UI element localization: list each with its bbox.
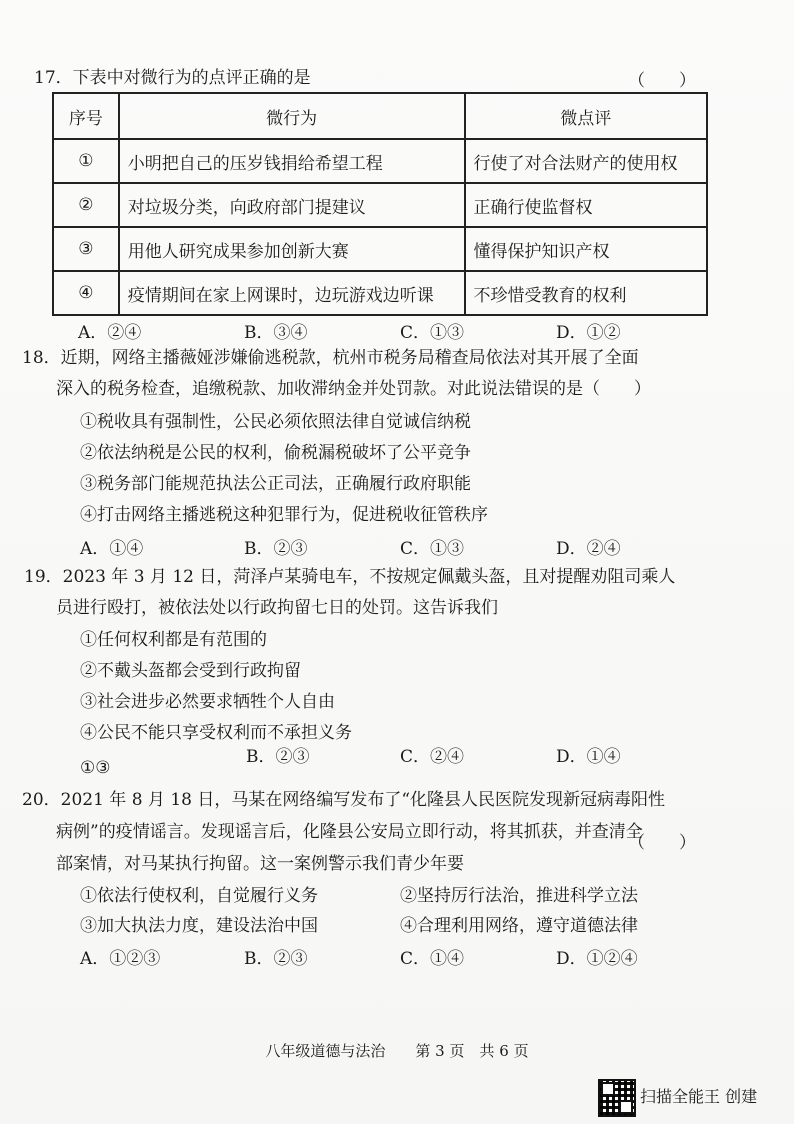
q20-option-c: C．①④ bbox=[400, 949, 465, 969]
q20-option-a: A．①②③ bbox=[80, 949, 161, 969]
table-cell: 正确行使监督权 bbox=[465, 183, 707, 227]
q19-option-d: D．①④ bbox=[556, 747, 621, 767]
table-cell: 疫情期间在家上网课时，边玩游戏边听课 bbox=[119, 271, 465, 315]
table-cell: 行使了对合法财产的使用权 bbox=[465, 139, 707, 183]
q19-item-3: ③社会进步必然要求牺牲个人自由 bbox=[80, 692, 335, 712]
table-row bbox=[53, 227, 707, 271]
table-cell: 用他人研究成果参加创新大赛 bbox=[119, 227, 465, 271]
q20-stem-line-1: 20．2021 年 8 月 18 日，马某在网络编写发布了“化隆县人民医院发现新冠病毒阳性 bbox=[22, 790, 666, 810]
q17-option-a: A．②④ bbox=[78, 323, 142, 343]
q18-item-3: ③税务部门能规范执法公正司法，正确履行政府职能 bbox=[80, 474, 471, 494]
table-header-row bbox=[53, 93, 707, 139]
q18-option-b: B．②③ bbox=[244, 539, 308, 559]
q18-stem-line-2: 深入的税务检查，追缴税款、加收滞纳金并处罚款。对此说法错误的是（ ） bbox=[56, 379, 651, 399]
table-cell: 小明把自己的压岁钱捐给希望工程 bbox=[119, 139, 465, 183]
q18-item-4: ④打击网络主播逃税这种犯罪行为，促进税收征管秩序 bbox=[80, 505, 488, 525]
q19-option-b: B．②③ bbox=[246, 747, 310, 767]
q18-option-d: D．②④ bbox=[556, 539, 621, 559]
q18-stem-line-1: 18．近期，网络主播薇娅涉嫌偷逃税款，杭州市税务局稽查局依法对其开展了全面 bbox=[22, 348, 639, 368]
q18-option-c: C．①③ bbox=[400, 539, 465, 559]
q20-stem-line-3: 部案情，对马某执行拘留。这一案例警示我们青少年要 bbox=[56, 854, 464, 874]
q18-item-2: ②依法纳税是公民的权利，偷税漏税破坏了公平竞争 bbox=[80, 443, 471, 463]
q18-option-a: A．①④ bbox=[80, 539, 144, 559]
q17-option-d: D．①② bbox=[556, 323, 621, 343]
table-cell: 对垃圾分类，向政府部门提建议 bbox=[119, 183, 465, 227]
table-header: 微行为 bbox=[119, 93, 465, 139]
table-cell: ③ bbox=[53, 227, 119, 271]
table-row bbox=[53, 271, 707, 315]
table-cell: 懂得保护知识产权 bbox=[465, 227, 707, 271]
table-row bbox=[53, 183, 707, 227]
table-cell: 不珍惜受教育的权利 bbox=[465, 271, 707, 315]
table-row bbox=[53, 139, 707, 183]
q17-option-b: B．③④ bbox=[244, 323, 308, 343]
q20-item-1: ①依法行使权利，自觉履行义务 bbox=[80, 886, 318, 906]
q17-option-c: C．①③ bbox=[400, 323, 465, 343]
qr-code-icon bbox=[598, 1079, 636, 1117]
q19-option-c: C．②④ bbox=[400, 747, 465, 767]
q20-option-b: B．②③ bbox=[244, 949, 308, 969]
q19-option-a-text: ①③ bbox=[80, 758, 111, 778]
q17-answer-paren: （ ） bbox=[628, 71, 696, 91]
q17-stem: 17．下表中对微行为的点评正确的是 bbox=[34, 68, 311, 88]
q20-answer-paren: （ ） bbox=[628, 833, 696, 853]
q19-item-1: ①任何权利都是有范围的 bbox=[80, 630, 267, 650]
q20-stem-line-2: 病例”的疫情谣言。发现谣言后，化隆县公安局立即行动，将其抓获，并查清全 bbox=[56, 822, 643, 842]
q20-item-2: ②坚持厉行法治，推进科学立法 bbox=[400, 886, 638, 906]
q18-item-1: ①税收具有强制性，公民必须依照法律自觉诚信纳税 bbox=[80, 412, 471, 432]
q19-stem-line-1: 19．2023 年 3 月 12 日，菏泽卢某骑电车，不按规定佩戴头盔，且对提醒劝阻司乘人 bbox=[24, 567, 676, 587]
q17-table bbox=[52, 92, 708, 316]
q19-stem-line-2: 员进行殴打，被依法处以行政拘留七日的处罚。这告诉我们 bbox=[56, 598, 498, 618]
q19-item-4: ④公民不能只享受权利而不承担义务 bbox=[80, 723, 352, 743]
table-header: 序号 bbox=[53, 93, 119, 139]
table-cell: ② bbox=[53, 183, 119, 227]
scanner-watermark: 扫描全能王 创建 bbox=[640, 1087, 758, 1106]
q20-option-d: D．①②④ bbox=[556, 949, 638, 969]
page-footer: 八年级道德与法治 第 3 页 共 6 页 bbox=[265, 1042, 529, 1060]
table-cell: ① bbox=[53, 139, 119, 183]
table-header: 微点评 bbox=[465, 93, 707, 139]
q19-item-2: ②不戴头盔都会受到行政拘留 bbox=[80, 661, 301, 681]
q20-item-4: ④合理利用网络，遵守道德法律 bbox=[400, 916, 638, 936]
table-cell: ④ bbox=[53, 271, 119, 315]
q20-item-3: ③加大执法力度，建设法治中国 bbox=[80, 916, 318, 936]
